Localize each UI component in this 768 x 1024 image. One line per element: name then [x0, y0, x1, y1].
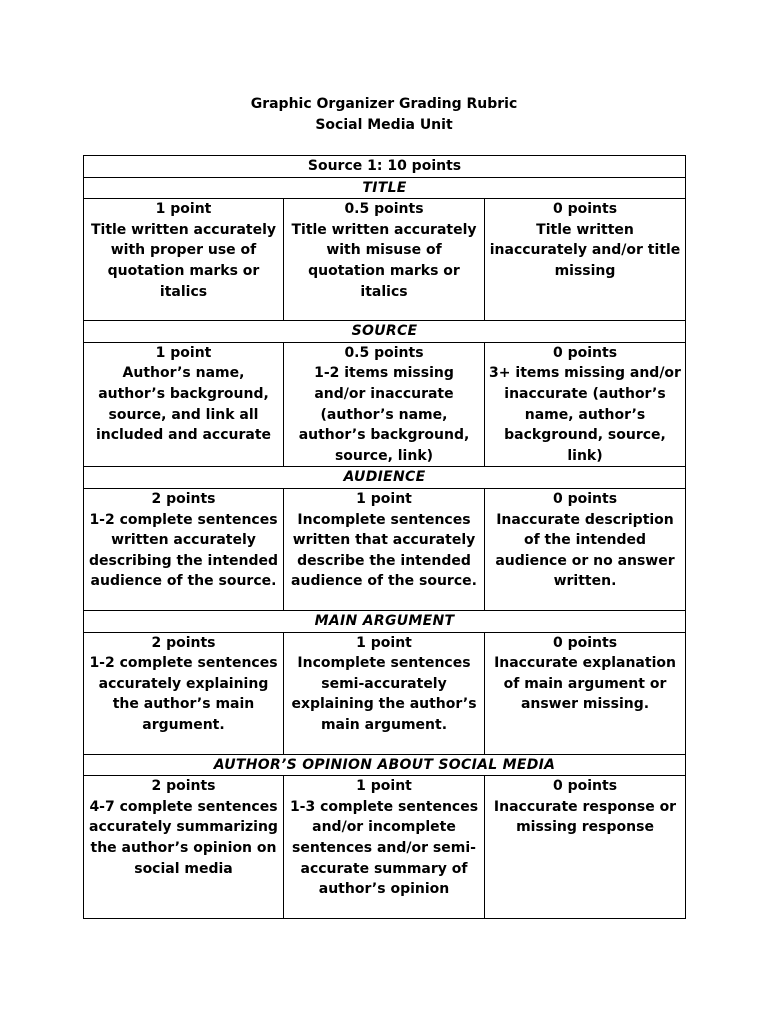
criteria-description: Incomplete sentences semi-accurately explaining the author’s main argument.	[291, 655, 477, 733]
rubric-cell	[284, 488, 485, 610]
rubric-cell	[84, 342, 284, 467]
criteria-description: 1-2 complete sentences written accurately describing the intended audience of the source.	[88, 511, 279, 590]
section-header-row	[84, 321, 686, 343]
criteria-description: 1-2 items missing and/or inaccurate (author’s name, author’s background, source, link)	[298, 365, 470, 464]
criteria-description: 3+ items missing and/or inaccurate (author’s name, author’s background, source, link)	[489, 365, 681, 464]
criteria-description: Title written inaccurately and/or title missing	[489, 221, 681, 279]
rubric-table	[83, 155, 686, 919]
section-header-row	[84, 754, 686, 776]
rubric-cell	[485, 488, 686, 610]
points-label: 0.5 points	[344, 201, 424, 218]
criteria-description: 1-3 complete sentences and/or incomplete sentences and/or semi-accurate summary of author’s opinion	[289, 798, 479, 898]
source-header: Source 1: 10 points	[84, 156, 686, 178]
section-authors-opinion-header: AUTHOR’S OPINION ABOUT SOCIAL MEDIA	[84, 754, 686, 776]
points-label: 0 points	[552, 778, 618, 795]
rubric-cell	[485, 342, 686, 467]
section-title-header: TITLE	[84, 177, 686, 199]
criteria-description: Incomplete sentences written that accurately describe the intended audience of the source.	[291, 511, 477, 590]
section-header-row	[84, 467, 686, 489]
rubric-cell	[84, 776, 284, 919]
section-header-row	[84, 177, 686, 199]
criteria-row	[84, 488, 686, 610]
points-label: 0 points	[552, 344, 618, 361]
points-label: 1 point	[356, 634, 412, 651]
rubric-cell	[284, 776, 485, 919]
rubric-cell	[485, 632, 686, 754]
section-main-argument-header: MAIN ARGUMENT	[84, 610, 686, 632]
criteria-row	[84, 632, 686, 754]
section-source-header: SOURCE	[84, 321, 686, 343]
document-title	[0, 94, 768, 136]
criteria-row	[84, 342, 686, 467]
rubric-cell	[84, 199, 284, 321]
points-label: 2 points	[151, 778, 216, 795]
rubric-cell	[284, 342, 485, 467]
rubric-cell	[485, 776, 686, 919]
points-label: 1 point	[356, 490, 412, 507]
criteria-description: 4-7 complete sentences accurately summarizing the author’s opinion on social media	[89, 798, 278, 877]
subtitle-line-2: Social Media Unit	[315, 117, 453, 133]
criteria-description: Author’s name, author’s background, source, and link all included and accurate	[95, 365, 272, 444]
criteria-row	[84, 776, 686, 919]
points-label: 1 point	[155, 201, 212, 218]
points-label: 2 points	[151, 490, 216, 507]
rubric-cell	[485, 199, 686, 321]
criteria-description: 1-2 complete sentences accurately explaining the author’s main argument.	[89, 655, 278, 733]
rubric-cell	[284, 199, 485, 321]
rubric-cell	[84, 632, 284, 754]
points-label: 1 point	[155, 344, 212, 361]
criteria-row	[84, 199, 686, 321]
section-header-row	[84, 610, 686, 632]
source-header-row	[84, 156, 686, 178]
rubric-cell	[284, 632, 485, 754]
criteria-description: Inaccurate description of the intended audience or no answer written.	[495, 511, 675, 590]
criteria-description: Title written accurately with misuse of quotation marks or italics	[291, 221, 477, 300]
points-label: 0 points	[552, 634, 618, 651]
points-label: 0 points	[552, 490, 618, 507]
points-label: 2 points	[151, 634, 216, 651]
criteria-description: Title written accurately with proper use of quotation marks or italics	[90, 221, 277, 300]
rubric-cell	[84, 488, 284, 610]
criteria-description: Inaccurate response or missing response	[493, 798, 677, 836]
section-audience-header: AUDIENCE	[84, 467, 686, 489]
points-label: 0.5 points	[344, 344, 424, 361]
points-label: 0 points	[552, 201, 618, 218]
points-label: 1 point	[356, 778, 412, 795]
criteria-description: Inaccurate explanation of main argument or answer missing.	[494, 655, 676, 713]
title-line-1: Graphic Organizer Grading Rubric	[250, 96, 518, 112]
